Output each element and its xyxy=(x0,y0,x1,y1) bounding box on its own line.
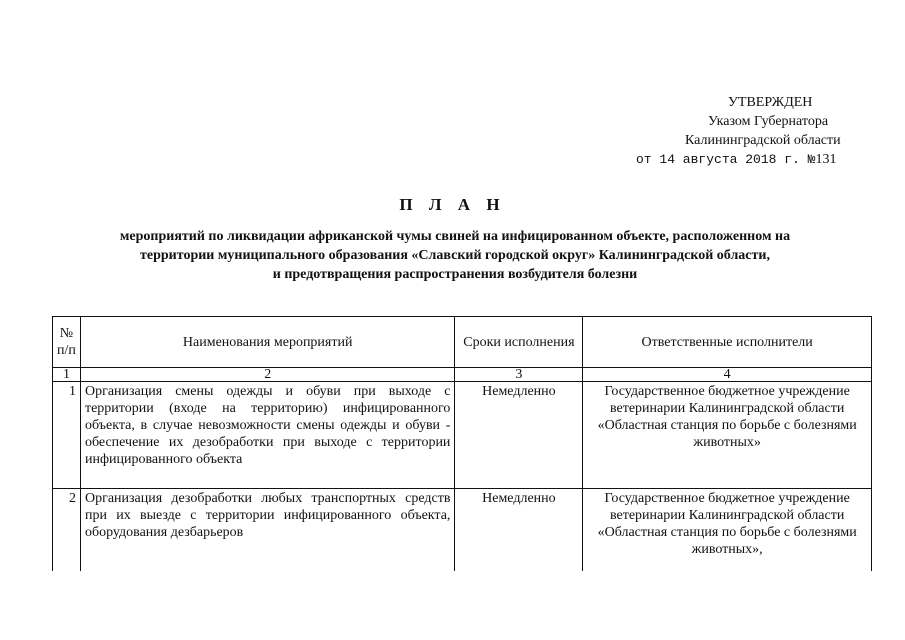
subtitle-line-2: территории муниципального образования «Славский городской округ» Калининградской области, xyxy=(140,248,770,263)
column-index-cell: 3 xyxy=(455,368,583,382)
row-responsible: Государственное бюджетное учреждение ветеринарии Калининградской области «Областная станция по борьбе с болезнями животных» xyxy=(583,382,872,489)
column-index-cell: 1 xyxy=(53,368,81,382)
subtitle-line-1: мероприятий по ликвидации африканской чумы свиней на инфицированном объекте, расположенном на xyxy=(119,229,791,244)
column-index-cell: 2 xyxy=(80,368,454,382)
document-subtitle xyxy=(80,227,830,284)
document-title: П Л А Н xyxy=(399,195,506,214)
table-header-row xyxy=(53,317,872,368)
row-term: Немедленно xyxy=(455,382,583,489)
approval-heading: УТВЕРЖДЕН xyxy=(728,95,813,110)
approval-stamp xyxy=(600,93,860,169)
row-term: Немедленно xyxy=(455,489,583,572)
approval-date-text: от 14 августа 2018 г. № xyxy=(636,152,816,167)
row-number: 2 xyxy=(53,489,81,572)
row-number: 1 xyxy=(53,382,81,489)
header-name: Наименования мероприятий xyxy=(80,317,454,368)
approval-region: Калининградской области xyxy=(685,133,841,148)
table-row xyxy=(53,382,872,489)
column-index-cell: 4 xyxy=(583,368,872,382)
row-measure: Организация смены одежды и обуви при выходе с территории (входе на территорию) инфицированного объекта, в случае невозможности смены одежды и обуви - обеспечение их дезобработки при выходе с территории инфицированного объекта xyxy=(80,382,454,489)
row-measure: Организация дезобработки любых транспортных средств при их выезде с территории инфицированного объекта, оборудования дезбарьеров xyxy=(80,489,454,572)
column-index-row xyxy=(53,368,872,382)
row-responsible: Государственное бюджетное учреждение ветеринарии Калининградской области «Областная станция по борьбе с болезнями животных», xyxy=(583,489,872,572)
approval-decree: Указом Губернатора xyxy=(708,114,829,129)
header-resp: Ответственные исполнители xyxy=(583,317,872,368)
approval-date xyxy=(600,150,860,169)
approval-number: 131 xyxy=(815,152,837,167)
subtitle-line-3: и предотвращения распространения возбудителя болезни xyxy=(272,267,638,282)
measures-table xyxy=(52,316,872,571)
header-term: Сроки исполнения xyxy=(455,317,583,368)
table-row xyxy=(53,489,872,572)
header-num: № п/п xyxy=(53,317,81,368)
